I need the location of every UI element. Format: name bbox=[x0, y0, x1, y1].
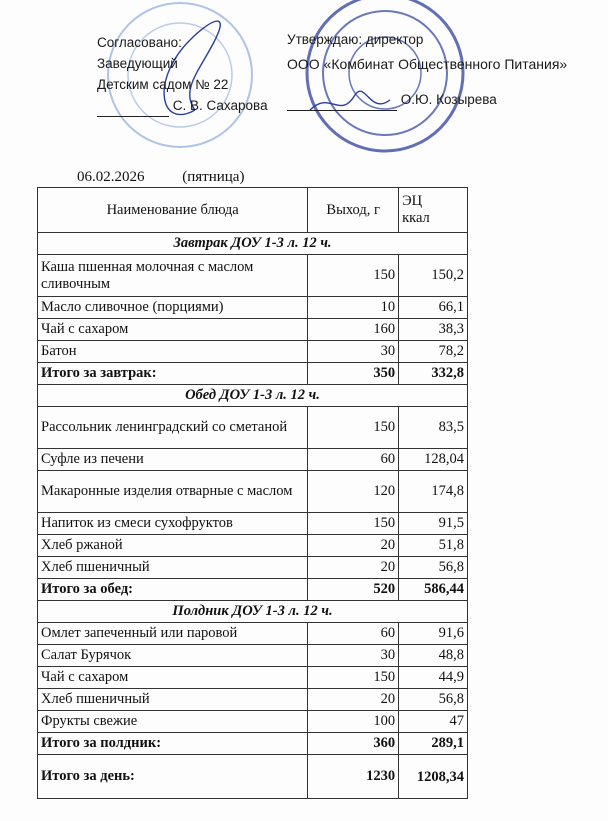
dish-yield: 60 bbox=[308, 449, 399, 471]
table-row bbox=[38, 471, 468, 513]
dish-name: Омлет запеченный или паровой bbox=[38, 623, 308, 645]
dish-kcal: 150,2 bbox=[399, 255, 468, 297]
dish-yield: 150 bbox=[308, 513, 399, 535]
dish-kcal: 48,8 bbox=[399, 645, 468, 667]
table-row bbox=[38, 535, 468, 557]
total-label: Итого за обед: bbox=[38, 579, 308, 601]
weekday: (пятница) bbox=[182, 169, 245, 185]
section-title-row bbox=[38, 233, 468, 255]
dish-kcal: 44,9 bbox=[399, 667, 468, 689]
dish-yield: 20 bbox=[308, 689, 399, 711]
dish-name: Хлеб пшеничный bbox=[38, 557, 308, 579]
section-title: Завтрак ДОУ 1-3 л. 12 ч. bbox=[38, 233, 468, 255]
dish-name: Чай с сахаром bbox=[38, 667, 308, 689]
date: 06.02.2026 bbox=[77, 169, 145, 185]
menu-date bbox=[77, 169, 244, 186]
total-label: Итого за полдник: bbox=[38, 733, 308, 755]
dish-kcal: 91,5 bbox=[399, 513, 468, 535]
dish-yield: 120 bbox=[308, 471, 399, 513]
day-total-yield: 1230 bbox=[308, 755, 399, 799]
dish-kcal: 83,5 bbox=[399, 407, 468, 449]
approval-right bbox=[287, 29, 567, 111]
total-yield: 520 bbox=[308, 579, 399, 601]
dish-yield: 150 bbox=[308, 407, 399, 449]
dish-kcal: 56,8 bbox=[399, 557, 468, 579]
menu-table bbox=[37, 187, 468, 799]
table-row bbox=[38, 297, 468, 319]
header-kcal-2: ккал bbox=[402, 210, 430, 226]
table-row bbox=[38, 319, 468, 341]
approval-left-line3: Детским садом № 22 bbox=[97, 77, 229, 92]
table-row bbox=[38, 689, 468, 711]
table-row bbox=[38, 645, 468, 667]
table-row bbox=[38, 623, 468, 645]
dish-yield: 30 bbox=[308, 645, 399, 667]
dish-yield: 150 bbox=[308, 255, 399, 297]
dish-yield: 20 bbox=[308, 535, 399, 557]
dish-kcal: 91,6 bbox=[399, 623, 468, 645]
dish-name: Хлеб пшеничный bbox=[38, 689, 308, 711]
section-title: Полдник ДОУ 1-3 л. 12 ч. bbox=[38, 601, 468, 623]
dish-name: Чай с сахаром bbox=[38, 319, 308, 341]
dish-yield: 10 bbox=[308, 297, 399, 319]
dish-yield: 160 bbox=[308, 319, 399, 341]
dish-name: Салат Бурячок bbox=[38, 645, 308, 667]
day-total-kcal: 1208,34 bbox=[399, 755, 468, 799]
table-row bbox=[38, 255, 468, 297]
dish-yield: 20 bbox=[308, 557, 399, 579]
approval-left-line1: Согласовано: bbox=[97, 35, 182, 50]
total-yield: 360 bbox=[308, 733, 399, 755]
dish-kcal: 56,8 bbox=[399, 689, 468, 711]
dish-kcal: 51,8 bbox=[399, 535, 468, 557]
approval-left-line2: Заведующий bbox=[97, 56, 178, 71]
dish-name: Рассольник ленинградский со сметаной bbox=[38, 407, 308, 449]
dish-yield: 30 bbox=[308, 341, 399, 363]
dish-name: Батон bbox=[38, 341, 308, 363]
total-kcal: 289,1 bbox=[399, 733, 468, 755]
dish-kcal: 66,1 bbox=[399, 297, 468, 319]
dish-name: Масло сливочное (порциями) bbox=[38, 297, 308, 319]
dish-kcal: 128,04 bbox=[399, 449, 468, 471]
header-kcal bbox=[399, 188, 468, 233]
dish-yield: 100 bbox=[308, 711, 399, 733]
table-row bbox=[38, 711, 468, 733]
total-kcal: 332,8 bbox=[399, 363, 468, 385]
dish-kcal: 47 bbox=[399, 711, 468, 733]
table-row bbox=[38, 407, 468, 449]
dish-name: Макаронные изделия отварные с маслом bbox=[38, 471, 308, 513]
table-row bbox=[38, 449, 468, 471]
header-name: Наименование блюда bbox=[38, 188, 308, 233]
section-total-row bbox=[38, 579, 468, 601]
approval-left bbox=[97, 32, 268, 117]
dish-name: Хлеб ржаной bbox=[38, 535, 308, 557]
header-yield: Выход, г bbox=[308, 188, 399, 233]
day-total-row bbox=[38, 755, 468, 799]
dish-kcal: 78,2 bbox=[399, 341, 468, 363]
approval-right-signatory: О.Ю. Козырева bbox=[400, 92, 497, 107]
section-title-row bbox=[38, 601, 468, 623]
total-label: Итого за завтрак: bbox=[38, 363, 308, 385]
dish-yield: 150 bbox=[308, 667, 399, 689]
section-total-row bbox=[38, 733, 468, 755]
dish-name: Суфле из печени bbox=[38, 449, 308, 471]
section-total-row bbox=[38, 363, 468, 385]
total-kcal: 586,44 bbox=[399, 579, 468, 601]
dish-yield: 60 bbox=[308, 623, 399, 645]
approval-right-line1: Утверждаю: директор bbox=[287, 32, 424, 47]
dish-name: Фрукты свежие bbox=[38, 711, 308, 733]
section-title: Обед ДОУ 1-3 л. 12 ч. bbox=[38, 385, 468, 407]
dish-name: Каша пшенная молочная с маслом сливочным bbox=[38, 255, 308, 297]
header-kcal-1: ЭЦ bbox=[402, 193, 423, 209]
table-row bbox=[38, 341, 468, 363]
dish-kcal: 38,3 bbox=[399, 319, 468, 341]
approval-left-signatory: С. В. Сахарова bbox=[172, 98, 268, 113]
approval-right-line2: ООО «Комбинат Общественного Питания» bbox=[287, 56, 568, 72]
table-row bbox=[38, 557, 468, 579]
section-title-row bbox=[38, 385, 468, 407]
table-row bbox=[38, 513, 468, 535]
dish-name: Напиток из смеси сухофруктов bbox=[38, 513, 308, 535]
day-total-label: Итого за день: bbox=[38, 755, 308, 799]
dish-kcal: 174,8 bbox=[399, 471, 468, 513]
table-row bbox=[38, 667, 468, 689]
total-yield: 350 bbox=[308, 363, 399, 385]
